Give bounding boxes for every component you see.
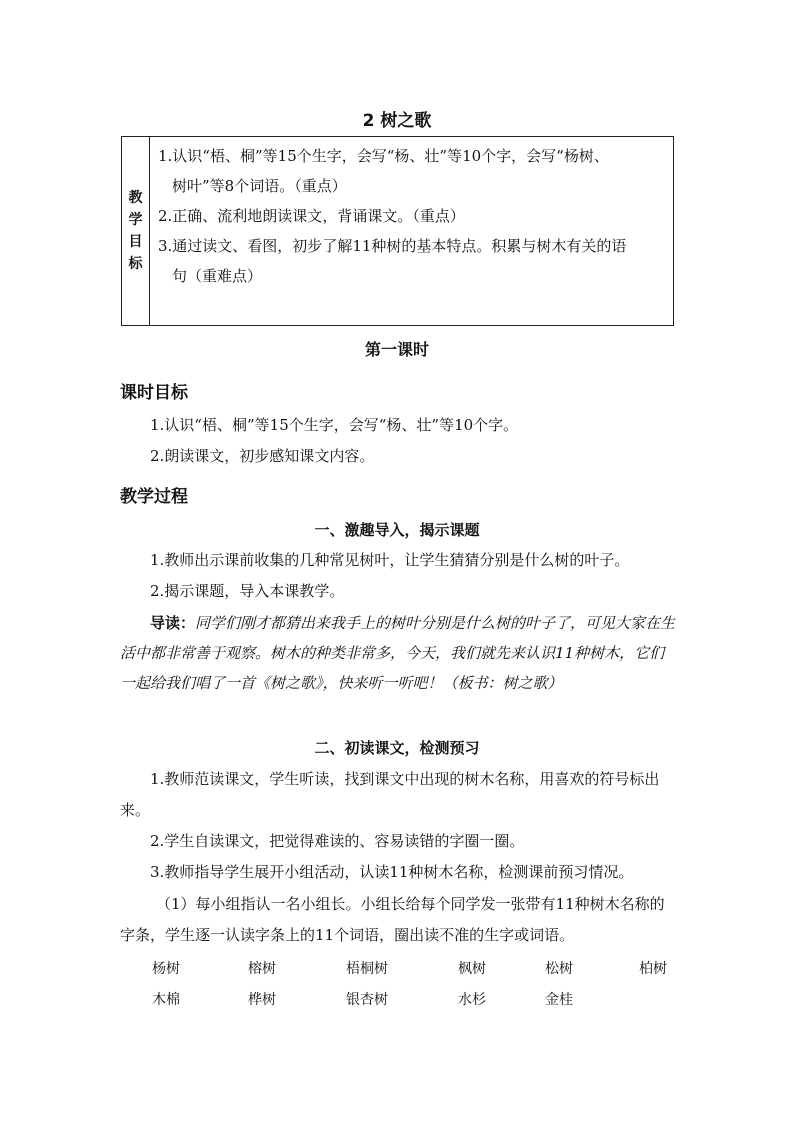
part1-heading: 一、激趣导入，揭示课题 (314, 521, 480, 539)
part1-item-1: 1.教师出示课前收集的几种常见树叶，让学生猜猜分别是什么树的叶子。 (150, 551, 630, 569)
tree-name: 金桂 (545, 992, 573, 1008)
lesson-period-heading: 第一课时 (364, 340, 429, 359)
tree-name: 松树 (545, 961, 573, 977)
section-heading-goals: 课时目标 (120, 383, 188, 403)
tree-name: 银杏树 (346, 992, 388, 1008)
section-heading-process: 教学过程 (120, 487, 188, 507)
goal-list-cell (150, 137, 674, 326)
tree-name: 杨树 (152, 961, 180, 977)
part2-item-3: 3.教师指导学生展开小组活动，认读11种树木名称，检测课前预习情况。 (150, 863, 634, 881)
teaching-goals-table (121, 136, 674, 326)
tree-name: 柏树 (639, 961, 667, 977)
tree-name: 枫树 (458, 961, 486, 977)
tree-name: 梧桐树 (346, 961, 388, 977)
guide-text: 同学们刚才都猜出来我手上的树叶分别是什么树的叶子了，可见大家在生活中都非常善于观察。树木的种类非常多，今天，我们就先来认识11种树木，它们一起给我们唱了一首《树之歌》，快来听一听吧！（板书：树之歌） (120, 614, 676, 692)
part2-item-4: （1）每小组指认一名小组长。小组长给每个同学发一张带有11种树木名称的字条，学生逐一认读字条上的11个词语，圈出读不准的生字或词语。 (120, 895, 665, 944)
part1-item-2: 2.揭示课题，导入本课教学。 (150, 582, 345, 600)
goal-line-2: 树叶”等8个词语。（重点） (172, 177, 347, 195)
goal-line-1: 1.认识“梧、桐”等15个生字，会写“杨、壮”等10个字，会写“杨树、 (158, 147, 609, 165)
goal-line-4: 3.通过读文、看图，初步了解11种树的基本特点。积累与树木有关的语 (158, 237, 627, 255)
guide-label: 导读： (150, 614, 196, 632)
tree-name: 水杉 (458, 992, 486, 1008)
period-goal-2: 2.朗读课文，初步感知课文内容。 (150, 447, 375, 465)
tree-name: 桦树 (248, 992, 276, 1008)
lesson-title: 2 树之歌 (362, 111, 432, 131)
tree-name: 榕树 (248, 961, 276, 977)
part2-heading: 二、初读课文，检测预习 (314, 739, 480, 757)
goal-label-cell (122, 137, 150, 326)
goal-line-3: 2.正确、流利地朗读课文，背诵课文。（重点） (158, 207, 465, 225)
period-goal-1: 1.认识“梧、桐”等15个生字，会写“杨、壮”等10个字。 (150, 416, 519, 434)
tree-name: 木棉 (152, 992, 180, 1008)
goal-line-5: 句（重难点） (172, 267, 263, 285)
guide-paragraph (120, 608, 676, 698)
part2-item-1: 1.教师范读课文，学生听读，找到课文中出现的树木名称，用喜欢的符号标出来。 (120, 770, 660, 819)
goal-label: 教学目标 (128, 190, 143, 272)
part2-item-2: 2.学生自读课文，把觉得难读的、容易读错的字圈一圈。 (150, 832, 525, 850)
